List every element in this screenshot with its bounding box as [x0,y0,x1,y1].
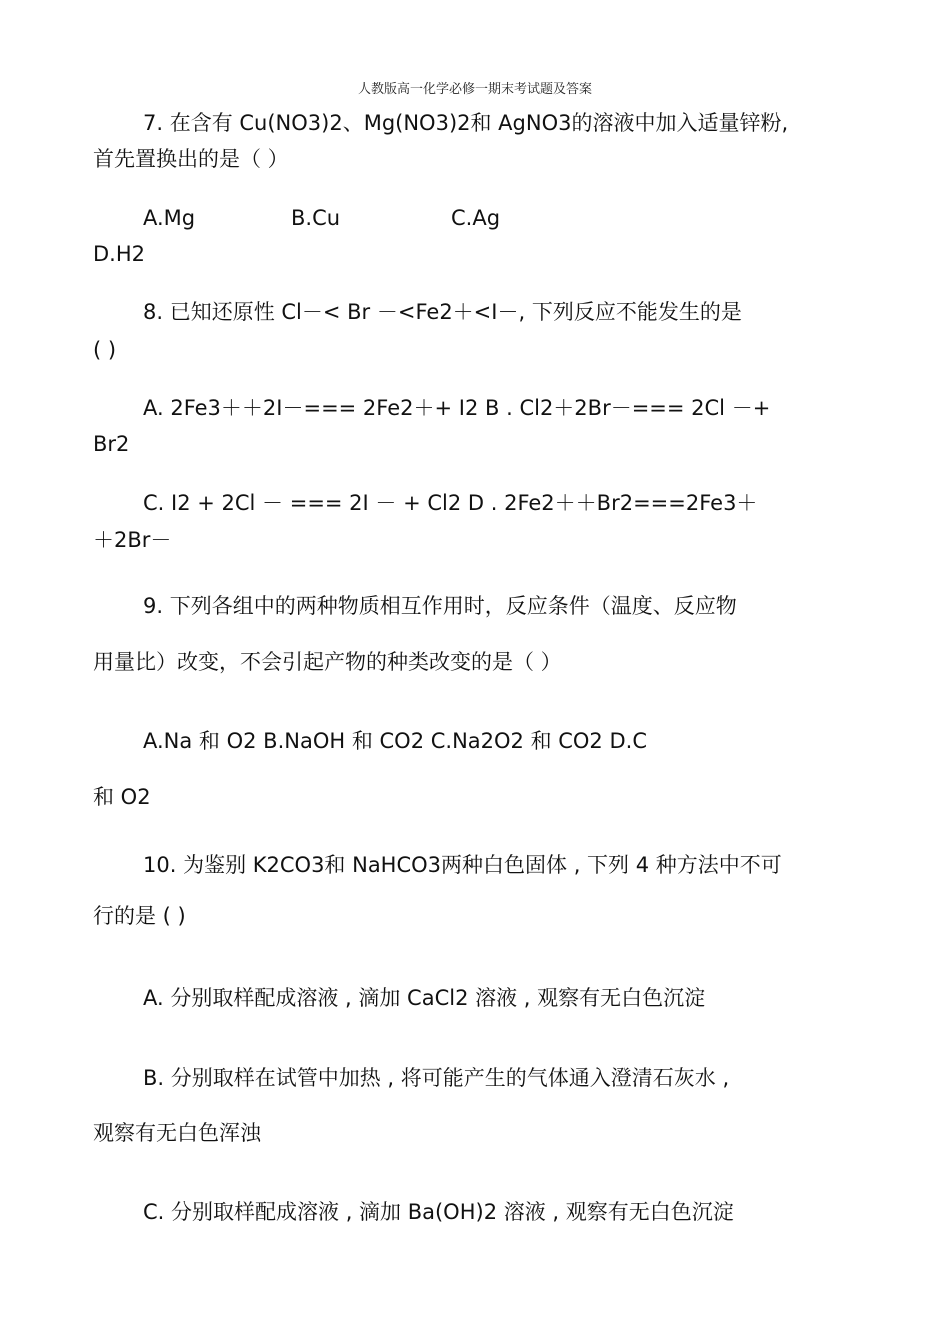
q10-option-a: A. 分别取样配成溶液 , 滴加 CaCl2 溶液 , 观察有无白色沉淀 [143,986,706,1010]
q7-stem-line1: 7. 在含有 Cu(NO3)2、Mg(NO3)2和 AgNO3的溶液中加入适量锌粉, [143,111,789,135]
q9-options-line1: A.Na 和 O2 B.NaOH 和 CO2 C.Na2O2 和 CO2 D.C [143,729,647,753]
q10-option-b-line1: B. 分别取样在试管中加热 , 将可能产生的气体通入澄清石灰水 , [143,1066,730,1090]
q10-stem-line2: 行的是 ( ) [93,904,186,928]
q7-stem-line2: 首先置换出的是（ ） [93,147,289,171]
q7-option-b: B.Cu [291,206,341,230]
q10-option-b-line2: 观察有无白色浑浊 [93,1121,261,1145]
q8-options-cd-line2: ＋2Br－ [93,528,172,552]
page-header: 人教版高一化学必修一期末考试题及答案 [357,82,592,97]
q8-stem-line2: ( ) [93,338,117,362]
q9-options-line2: 和 O2 [93,785,151,809]
q8-options-cd-line1: C. I2 + 2Cl － === 2I － + Cl2 D . 2Fe2＋＋Br2===2Fe3＋ [143,491,758,515]
q7-option-a: A.Mg [143,206,196,230]
q8-options-ab-line1: A. 2Fe3＋＋2I－=== 2Fe2＋+ I2 B . Cl2＋2Br－=== 2Cl －+ [143,396,771,420]
q10-option-c: C. 分别取样配成溶液 , 滴加 Ba(OH)2 溶液 , 观察有无白色沉淀 [143,1200,734,1224]
q9-stem-line1: 9. 下列各组中的两种物质相互作用时，反应条件（温度、反应物 [143,594,737,618]
q9-stem-line2: 用量比）改变，不会引起产物的种类改变的是（ ） [93,650,562,674]
q7-option-c: C.Ag [451,206,501,230]
q7-option-d: D.H2 [93,242,145,266]
q8-stem-line1: 8. 已知还原性 Cl－< Br －<Fe2＋<I－, 下列反应不能发生的是 [143,300,742,324]
q8-options-ab-line2: Br2 [93,432,130,456]
q10-stem-line1: 10. 为鉴别 K2CO3和 NaHCO3两种白色固体 , 下列 4 种方法中不可 [143,853,782,877]
